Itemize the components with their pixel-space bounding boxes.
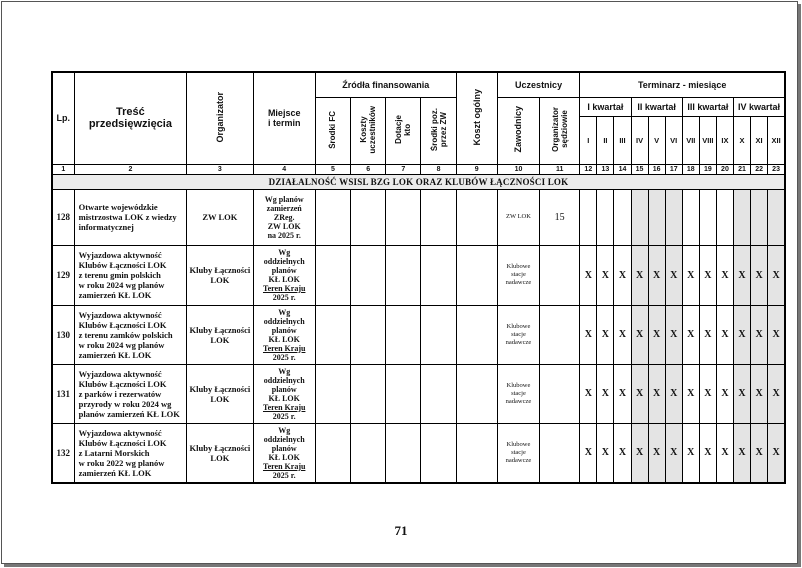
month-mark: X xyxy=(768,305,785,364)
column-number: 6 xyxy=(351,164,386,174)
month-mark: X xyxy=(580,423,597,483)
month-mark: X xyxy=(716,245,733,305)
cell-empty xyxy=(456,245,497,305)
header-funding-grants: Dotacje kto xyxy=(386,97,421,164)
cell-empty xyxy=(351,189,386,245)
month-mark: X xyxy=(648,364,665,423)
month-mark xyxy=(751,189,768,245)
month-mark: X xyxy=(597,364,614,423)
month-mark: X xyxy=(733,305,750,364)
header-place: Miejsce i termin xyxy=(253,72,315,164)
row-place-text: Wg oddzielnych planów KŁ LOK xyxy=(263,307,305,344)
row-lp: 131 xyxy=(52,364,74,423)
header-funding-zw: Środki poz. przez ZW xyxy=(421,97,456,164)
column-number: 12 xyxy=(580,164,597,174)
row-players: Klubowe stacje nadawcze xyxy=(497,364,539,423)
row-organizer: Kluby Łączności LOK xyxy=(187,245,253,305)
month-mark xyxy=(580,189,597,245)
header-month: VI xyxy=(665,116,682,164)
header-month: VII xyxy=(682,116,699,164)
column-number: 19 xyxy=(699,164,716,174)
month-mark: X xyxy=(751,364,768,423)
month-mark: X xyxy=(699,364,716,423)
cell-empty xyxy=(351,423,386,483)
month-mark: X xyxy=(751,245,768,305)
cell-empty xyxy=(386,245,421,305)
column-number: 18 xyxy=(682,164,699,174)
row-judges: 15 xyxy=(540,189,580,245)
month-mark: X xyxy=(631,305,648,364)
month-mark: X xyxy=(648,305,665,364)
row-place-area: Teren Kraju xyxy=(262,461,306,471)
column-number: 16 xyxy=(648,164,665,174)
table-row xyxy=(52,189,785,245)
header-month: IV xyxy=(631,116,648,164)
month-mark: X xyxy=(751,423,768,483)
cell-empty xyxy=(386,305,421,364)
row-place xyxy=(253,305,315,364)
column-number: 15 xyxy=(631,164,648,174)
column-number: 5 xyxy=(315,164,350,174)
row-players: ZW LOK xyxy=(497,189,539,245)
cell-empty xyxy=(351,245,386,305)
row-place-text: Wg planów zamierzeń ZReg. ZW LOK na 2025 r. xyxy=(264,194,304,240)
row-content: Wyjazdowa aktywność Klubów Łączności LOK z parków i rezerwatów przyrody w roku 2024 wg planów zamierzeń KŁ LOK xyxy=(74,364,187,423)
month-mark: X xyxy=(631,423,648,483)
month-mark: X xyxy=(768,423,785,483)
month-mark: X xyxy=(733,245,750,305)
header-funding-participants: Koszty uczestników xyxy=(351,97,386,164)
row-judges xyxy=(540,364,580,423)
month-mark: X xyxy=(768,245,785,305)
section-title: DZIAŁALNOŚĆ WSISL BZG LOK ORAZ KLUBÓW ŁĄCZNOŚCI LOK xyxy=(52,174,785,189)
column-number: 3 xyxy=(187,164,253,174)
cell-empty xyxy=(386,364,421,423)
column-number: 22 xyxy=(751,164,768,174)
row-lp: 130 xyxy=(52,305,74,364)
month-mark: X xyxy=(631,245,648,305)
month-mark xyxy=(665,189,682,245)
row-players: Klubowe stacje nadawcze xyxy=(497,305,539,364)
month-mark: X xyxy=(597,423,614,483)
header-quarter-1: I kwartał xyxy=(580,97,631,116)
header-funding: Źródła finansowania xyxy=(315,72,456,97)
row-judges xyxy=(540,305,580,364)
month-mark xyxy=(733,189,750,245)
column-number: 4 xyxy=(253,164,315,174)
column-number: 13 xyxy=(597,164,614,174)
month-mark xyxy=(631,189,648,245)
month-mark xyxy=(648,189,665,245)
table-row xyxy=(52,305,785,364)
cell-empty xyxy=(456,423,497,483)
row-lp: 132 xyxy=(52,423,74,483)
row-content: Wyjazdowa aktywność Klubów Łączności LOK z terenu zamków polskich w roku 2024 wg planów zamierzeń KŁ LOK xyxy=(74,305,187,364)
cell-empty xyxy=(386,423,421,483)
row-place xyxy=(253,423,315,483)
header-organizer: Organizator xyxy=(187,72,253,164)
month-mark: X xyxy=(665,364,682,423)
column-number: 23 xyxy=(768,164,785,174)
cell-empty xyxy=(421,364,456,423)
row-judges xyxy=(540,423,580,483)
month-mark: X xyxy=(580,305,597,364)
row-place xyxy=(253,245,315,305)
month-mark: X xyxy=(614,245,631,305)
month-mark: X xyxy=(716,364,733,423)
month-mark: X xyxy=(699,305,716,364)
cell-empty xyxy=(386,189,421,245)
header-quarter-3: III kwartał xyxy=(682,97,733,116)
header-month: IX xyxy=(716,116,733,164)
header-players: Zawodnicy xyxy=(497,97,539,164)
header-funding-fc: Środki FC xyxy=(315,97,350,164)
header-month: I xyxy=(580,116,597,164)
row-place-year: 2025 r. xyxy=(272,352,296,362)
month-mark: X xyxy=(682,305,699,364)
month-mark xyxy=(716,189,733,245)
month-mark: X xyxy=(665,305,682,364)
row-place-text: Wg oddzielnych planów KŁ LOK xyxy=(263,366,305,403)
row-organizer: ZW LOK xyxy=(187,189,253,245)
column-number: 8 xyxy=(421,164,456,174)
row-players: Klubowe stacje nadawcze xyxy=(497,423,539,483)
column-number: 14 xyxy=(614,164,631,174)
month-mark xyxy=(614,189,631,245)
column-number: 9 xyxy=(456,164,497,174)
header-month: XII xyxy=(768,116,785,164)
cell-empty xyxy=(351,305,386,364)
month-mark: X xyxy=(665,245,682,305)
header-quarter-2: II kwartał xyxy=(631,97,682,116)
row-content: Wyjazdowa aktywność Klubów Łączności LOK z Latarni Morskich w roku 2022 wg planów zamierzeń KŁ LOK xyxy=(74,423,187,483)
row-place-area: Teren Kraju xyxy=(262,284,306,293)
header-schedule: Terminarz - miesiące xyxy=(580,72,785,97)
table-row xyxy=(52,245,785,305)
month-mark: X xyxy=(716,305,733,364)
month-mark: X xyxy=(631,364,648,423)
row-place-area: Teren Kraju xyxy=(262,402,306,412)
row-content: Otwarte wojewódzkie mistrzostwa LOK z wiedzy informatycznej xyxy=(74,189,187,245)
row-place-text: Wg oddzielnych planów KŁ LOK xyxy=(263,425,305,462)
month-mark: X xyxy=(648,423,665,483)
event-schedule-table xyxy=(51,71,786,484)
cell-empty xyxy=(421,189,456,245)
month-mark xyxy=(597,189,614,245)
month-mark: X xyxy=(699,245,716,305)
cell-empty xyxy=(315,423,350,483)
month-mark: X xyxy=(614,423,631,483)
header-month: X xyxy=(733,116,750,164)
row-lp: 129 xyxy=(52,245,74,305)
month-mark: X xyxy=(682,423,699,483)
table-row xyxy=(52,364,785,423)
header-total-cost: Koszt ogólny xyxy=(456,72,497,164)
cell-empty xyxy=(421,245,456,305)
month-mark: X xyxy=(614,364,631,423)
month-mark: X xyxy=(768,364,785,423)
month-mark: X xyxy=(665,423,682,483)
month-mark: X xyxy=(751,305,768,364)
month-mark: X xyxy=(699,423,716,483)
cell-empty xyxy=(351,364,386,423)
header-quarter-4: IV kwartał xyxy=(733,97,785,116)
month-mark: X xyxy=(716,423,733,483)
month-mark: X xyxy=(597,245,614,305)
row-organizer: Kluby Łączności LOK xyxy=(187,423,253,483)
month-mark: X xyxy=(597,305,614,364)
month-mark: X xyxy=(682,245,699,305)
cell-empty xyxy=(421,305,456,364)
row-organizer: Kluby Łączności LOK xyxy=(187,305,253,364)
column-number: 10 xyxy=(497,164,539,174)
month-mark xyxy=(682,189,699,245)
row-place-year: 2025 r. xyxy=(272,293,296,302)
header-month: VIII xyxy=(699,116,716,164)
header-content: Treść przedsięwzięcia xyxy=(74,72,187,164)
header-month: V xyxy=(648,116,665,164)
month-mark: X xyxy=(733,423,750,483)
cell-empty xyxy=(456,189,497,245)
cell-empty xyxy=(421,423,456,483)
cell-empty xyxy=(315,305,350,364)
column-number: 20 xyxy=(716,164,733,174)
month-mark xyxy=(699,189,716,245)
row-lp: 128 xyxy=(52,189,74,245)
row-content: Wyjazdowa aktywność Klubów Łączności LOK z terenu gmin polskich w roku 2024 wg planów zamierzeń KŁ LOK xyxy=(74,245,187,305)
month-mark: X xyxy=(614,305,631,364)
page-number: 71 xyxy=(394,523,408,538)
month-mark xyxy=(768,189,785,245)
row-place-area: Teren Kraju xyxy=(262,343,306,353)
row-place-year: 2025 r. xyxy=(272,470,296,480)
cell-empty xyxy=(315,364,350,423)
cell-empty xyxy=(456,364,497,423)
column-number: 2 xyxy=(74,164,187,174)
cell-empty xyxy=(315,245,350,305)
cell-empty xyxy=(315,189,350,245)
month-mark: X xyxy=(733,364,750,423)
row-players: Klubowe stacje nadawcze xyxy=(497,245,539,305)
month-mark: X xyxy=(682,364,699,423)
column-number: 7 xyxy=(386,164,421,174)
month-mark: X xyxy=(580,364,597,423)
header-lp: Lp. xyxy=(52,72,74,164)
column-number: 17 xyxy=(665,164,682,174)
row-place-text: Wg oddzielnych planów KŁ LOK xyxy=(263,248,305,284)
month-mark: X xyxy=(648,245,665,305)
table-row xyxy=(52,423,785,483)
cell-empty xyxy=(456,305,497,364)
header-month: III xyxy=(614,116,631,164)
row-place-year: 2025 r. xyxy=(272,411,296,421)
header-month: XI xyxy=(751,116,768,164)
column-number: 21 xyxy=(733,164,750,174)
row-place xyxy=(253,364,315,423)
header-judges: Organizator sędziowie xyxy=(540,97,580,164)
row-place xyxy=(253,189,315,245)
month-mark: X xyxy=(580,245,597,305)
header-participants: Uczestnicy xyxy=(497,72,579,97)
column-number: 11 xyxy=(540,164,580,174)
row-organizer: Kluby Łączności LOK xyxy=(187,364,253,423)
column-number: 1 xyxy=(52,164,74,174)
header-month: II xyxy=(597,116,614,164)
row-judges xyxy=(540,245,580,305)
